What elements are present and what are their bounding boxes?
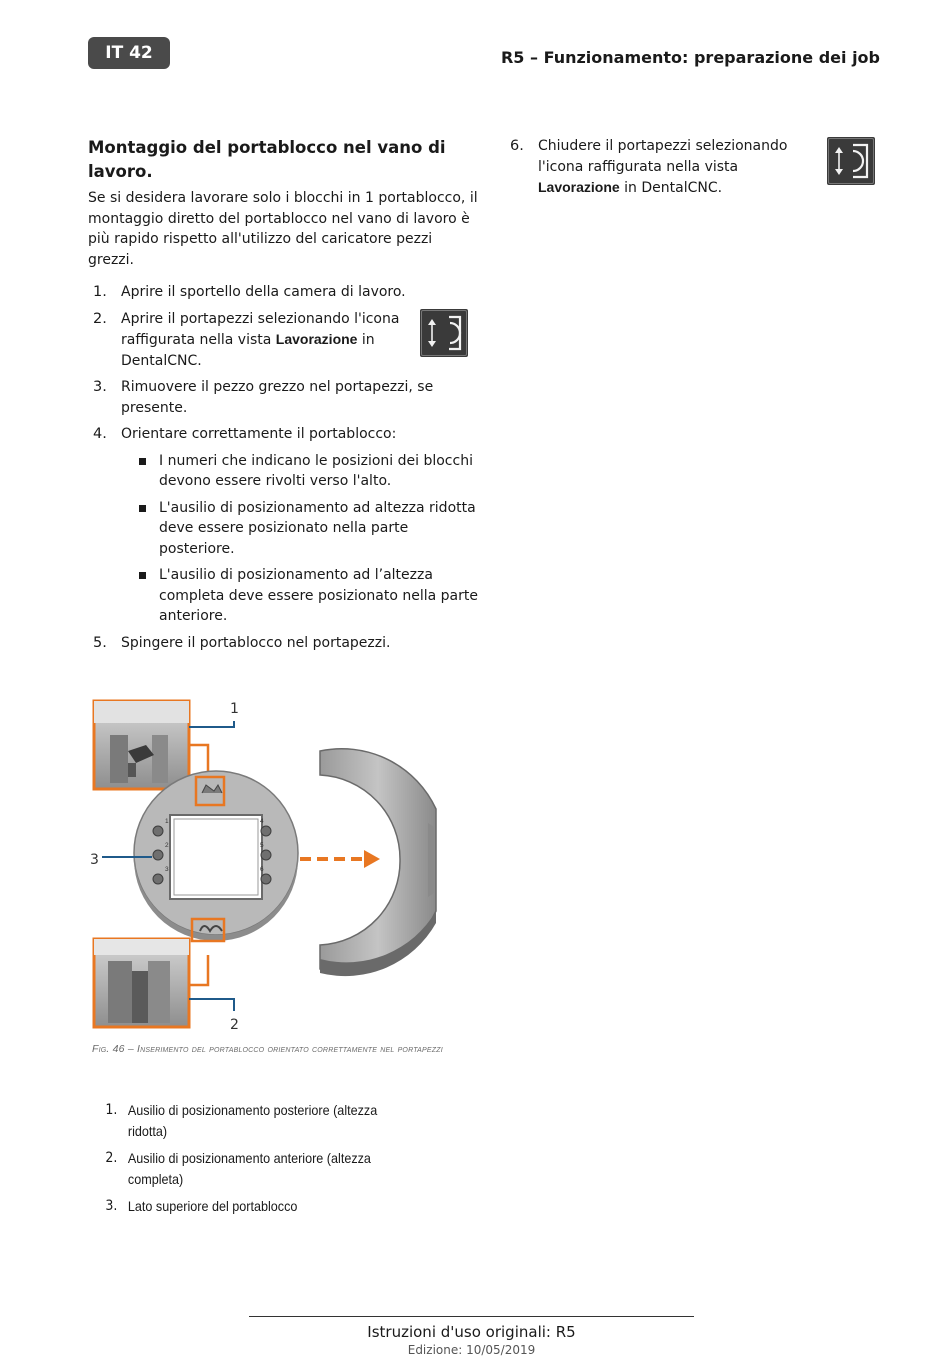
step-4 (88, 424, 480, 627)
slot-number: 3 (165, 866, 169, 873)
step-number: 5. (93, 634, 107, 651)
close-holder-icon (827, 137, 875, 185)
legend-text: Ausilio di posizionamento anteriore (altezza completa) (127, 1150, 371, 1187)
ui-term-lavorazione: Lavorazione (275, 331, 358, 347)
legend-item (100, 1196, 406, 1217)
legend-item (100, 1148, 406, 1190)
workpiece-holder (320, 749, 436, 976)
page-number-badge: IT 42 (88, 37, 170, 69)
step-text: Aprire il portapezzi selezionando l'icona raffigurata nella vista (121, 310, 400, 348)
right-column (505, 136, 885, 205)
slot-number: 4 (260, 818, 264, 825)
callout-number: 1 (230, 701, 239, 717)
block-holder-figure (88, 693, 443, 1033)
legend-item (100, 1100, 406, 1142)
footer-edition: Edizione: 10/05/2019 (407, 1343, 536, 1357)
insertion-arrow (300, 850, 380, 868)
callout-number: 3 (90, 852, 99, 868)
steps-list (88, 282, 480, 653)
legend-number: 3. (105, 1198, 118, 1214)
step-6 (505, 136, 885, 199)
slot-number: 1 (165, 818, 169, 825)
callout-number: 2 (230, 1017, 239, 1033)
step-3 (88, 377, 480, 418)
left-column (88, 136, 480, 659)
bullet-item: I numeri che indicano le posizioni dei blocchi devono essere rivolti verso l'alto. (121, 451, 480, 492)
orientation-bullets (121, 451, 480, 627)
detail-inset-bottom (94, 939, 189, 1027)
figure-caption: Fig. 46 – Inserimento del portablocco orientato correttamente nel portapezzi (92, 1043, 443, 1055)
legend-number: 1. (105, 1102, 118, 1118)
ui-term-lavorazione: Lavorazione (538, 179, 620, 195)
steps-list-continued (505, 136, 885, 199)
bullet-item: L'ausilio di posizionamento ad altezza ridotta deve essere posizionato nella parte posteriore. (121, 498, 480, 560)
footer-title: Istruzioni d'uso originali: R5 (367, 1323, 576, 1341)
bullet-item: L'ausilio di posizionamento ad l’altezza completa deve essere posizionato nella parte anteriore. (121, 565, 480, 627)
step-text: Spingere il portablocco nel portapezzi. (121, 634, 391, 651)
step-text: Chiudere il portapezzi selezionando l'icona raffigurata nella vista (538, 138, 788, 175)
block-holder-disc (134, 771, 298, 941)
step-number: 1. (93, 284, 107, 300)
step-text-end: in DentalCNC. (619, 180, 723, 196)
step-number: 3. (93, 379, 107, 395)
open-holder-icon (420, 309, 468, 357)
section-title: Montaggio del portablocco nel vano di lavoro. (88, 138, 446, 181)
step-1 (88, 282, 480, 303)
intro-paragraph: Se si desidera lavorare solo i blocchi in 1 portablocco, il montaggio diretto del portablocco nel vano di lavoro è più rapido rispetto all'utilizzo del caricatore pezzi grezzi. (88, 190, 478, 268)
legend-text: Ausilio di posizionamento posteriore (altezza ridotta) (127, 1102, 378, 1139)
step-text: Orientare correttamente il portablocco: (121, 426, 397, 442)
step-number: 6. (510, 138, 524, 154)
step-text-end: in DentalCNC. (121, 332, 375, 369)
slot-number: 6 (260, 866, 264, 873)
step-text: Rimuovere il pezzo grezzo nel portapezzi, se presente. (121, 379, 434, 416)
legend-number: 2. (105, 1150, 118, 1166)
detail-inset-top (94, 701, 189, 789)
figure-legend (100, 1100, 440, 1223)
slot-number: 5 (260, 842, 264, 849)
step-number: 4. (93, 426, 107, 442)
slot-number: 2 (165, 842, 169, 849)
running-head: R5 – Funzionamento: preparazione dei job (500, 48, 880, 67)
step-5 (88, 633, 480, 654)
step-number: 2. (93, 310, 107, 327)
footer-divider (249, 1316, 694, 1317)
step-text: Aprire il sportello della camera di lavoro. (121, 284, 406, 300)
legend-text: Lato superiore del portablocco (127, 1198, 298, 1214)
step-2 (88, 309, 480, 372)
